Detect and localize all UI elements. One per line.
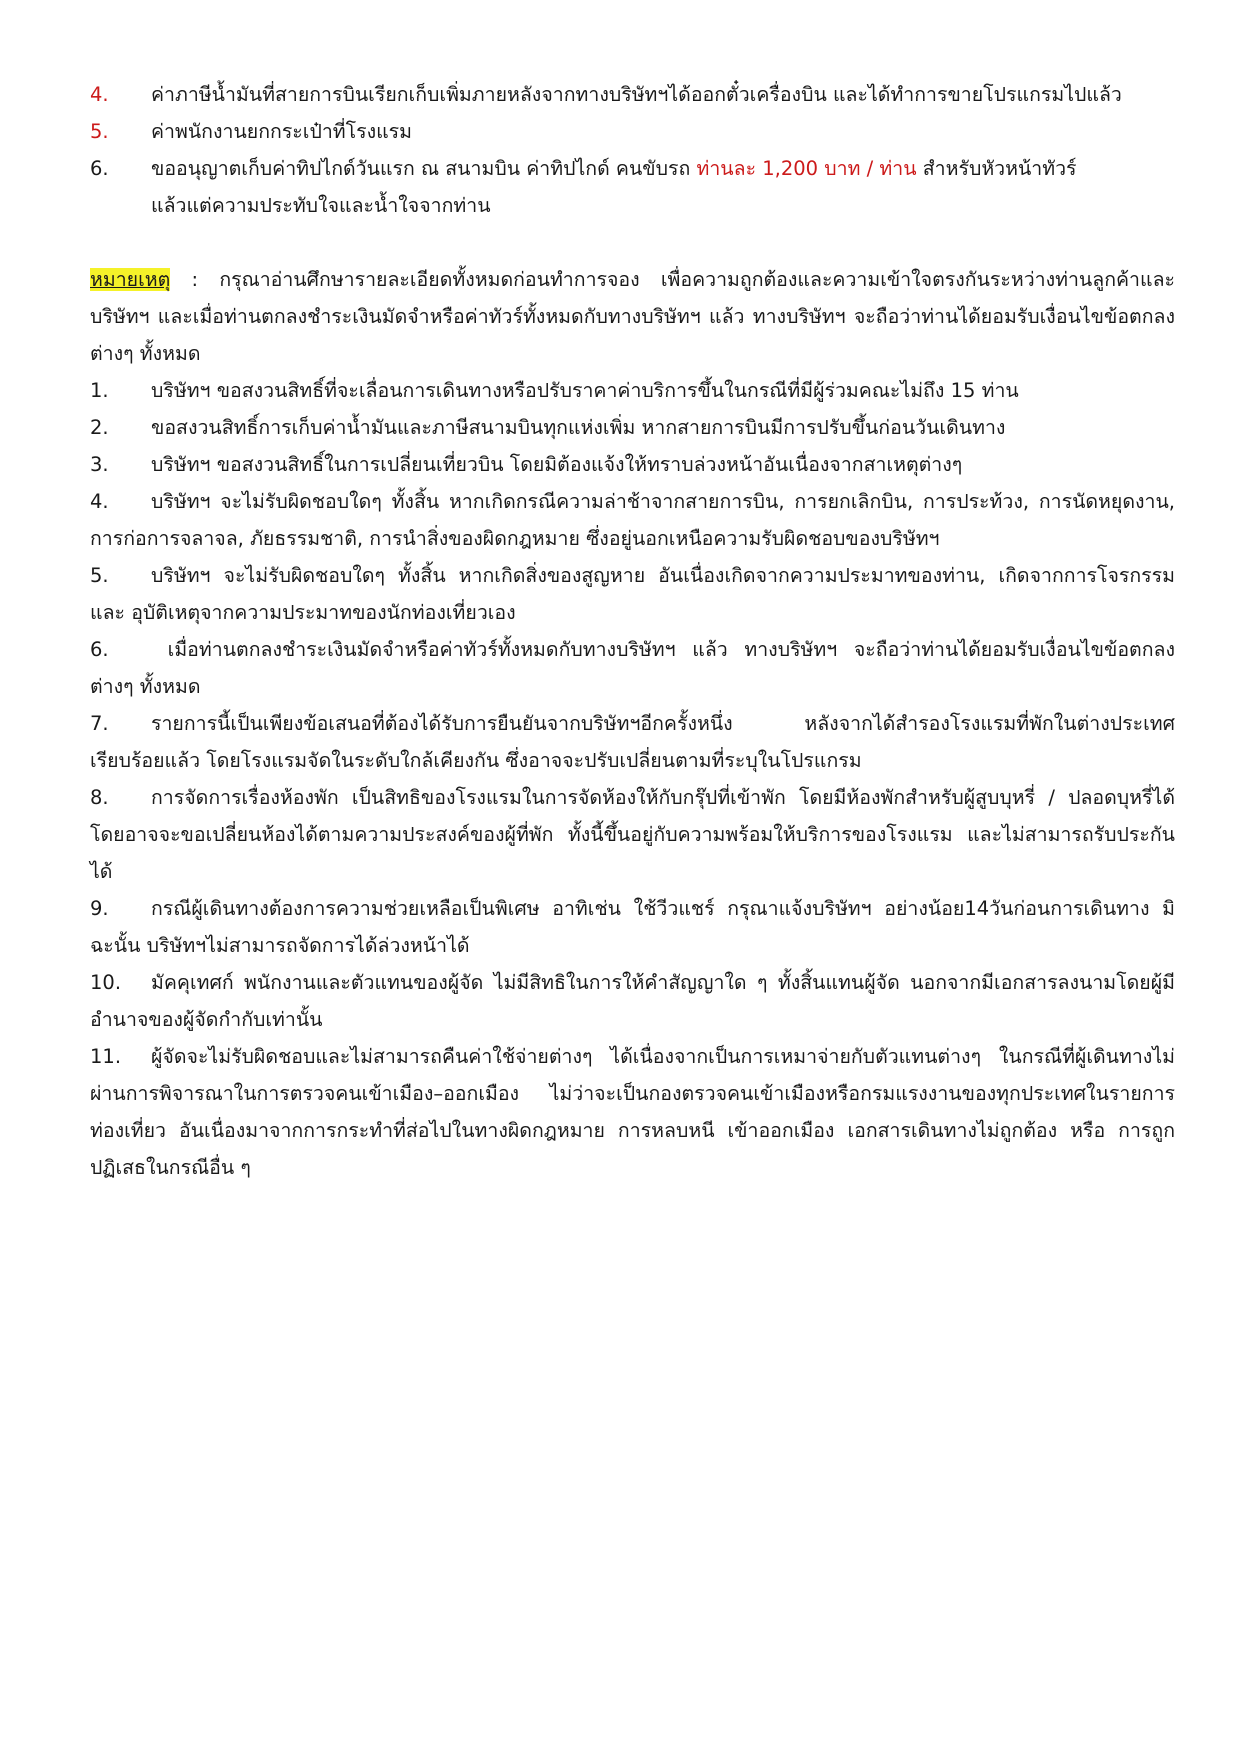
list-item	[90, 705, 1175, 779]
list-item	[90, 150, 1175, 187]
spacer	[90, 224, 1175, 261]
item-number: 4.	[90, 490, 109, 513]
note-label: หมายเหตุ	[90, 268, 171, 291]
item-number: 6.	[90, 638, 109, 661]
item-number: 7.	[90, 712, 109, 735]
list-item	[90, 1038, 1175, 1186]
item-number: 5.	[90, 564, 109, 587]
list-item	[90, 779, 1175, 890]
list-item	[90, 446, 1175, 483]
list-item	[90, 409, 1175, 446]
item-number: 8.	[90, 786, 109, 809]
list-item	[90, 890, 1175, 964]
item-text: ขอสงวนสิทธิ์การเก็บค่าน้ำมันและภาษีสนามบินทุกแห่งเพิ่ม หากสายการบินมีการปรับขึ้นก่อนวันเดินทาง	[151, 416, 1006, 439]
item-number: 5.	[90, 120, 109, 143]
item-number: 2.	[90, 416, 109, 439]
tip-amount: ท่านละ 1,200 บาท / ท่าน	[696, 157, 917, 180]
item-number: 9.	[90, 897, 109, 920]
item-text: ผู้จัดจะไม่รับผิดชอบและไม่สามารถคืนค่าใช้จ่ายต่างๆ ได้เนื่องจากเป็นการเหมาจ่ายกับตัวแทนต่างๆ ในกรณีที่ผู้เดินทางไม่ผ่านการพิจารณาในการตรวจคนเข้าเมือง–ออกเมือง ไม่ว่าจะเป็นกองตรวจคนเข้าเมืองหรือกรมแรงงานของทุกประเทศในรายการท่องเที่ยว อันเนื่องมาจากการกระทำที่ส่อไปในทางผิดกฎหมาย การหลบหนี เข้าออกเมือง เอกสารเดินทางไม่ถูกต้อง หรือ การถูกปฏิเสธในกรณีอื่น ๆ	[90, 1045, 1175, 1179]
list-item	[90, 483, 1175, 557]
list-item	[90, 631, 1175, 705]
document-page	[90, 76, 1175, 1186]
item-number: 3.	[90, 453, 109, 476]
list-item	[90, 964, 1175, 1038]
item-text: บริษัทฯ ขอสงวนสิทธิ์ที่จะเลื่อนการเดินทางหรือปรับราคาค่าบริการขึ้นในกรณีที่มีผู้ร่วมคณะไม่ถึง 15 ท่าน	[151, 379, 1019, 402]
item-text	[151, 150, 1175, 187]
item-text: การจัดการเรื่องห้องพัก เป็นสิทธิของโรงแรมในการจัดห้องให้กับกรุ๊ปที่เข้าพัก โดยมีห้องพักสำหรับผู้สูบบุหรี่ / ปลอดบุหรี่ได้ โดยอาจจะขอเปลี่ยนห้องได้ตามความประสงค์ของผู้ที่พัก ทั้งนี้ขึ้นอยู่กับความพร้อมให้บริการของโรงแรม และไม่สามารถรับประกันได้	[90, 786, 1175, 883]
item-number: 10.	[90, 971, 122, 994]
list-item	[90, 372, 1175, 409]
item-text: บริษัทฯ จะไม่รับผิดชอบใดๆ ทั้งสิ้น หากเกิดสิ่งของสูญหาย อันเนื่องเกิดจากความประมาทของท่าน, เกิดจากการโจรกรรม และ อุบัติเหตุจากความประมาทของนักท่องเที่ยวเอง	[90, 564, 1175, 624]
item-text: บริษัทฯ จะไม่รับผิดชอบใดๆ ทั้งสิ้น หากเกิดกรณีความล่าช้าจากสายการบิน, การยกเลิกบิน, การประท้วง, การนัดหยุดงาน, การก่อการจลาจล, ภัยธรรมชาติ, การนำสิ่งของผิดกฎหมาย ซึ่งอยู่นอกเหนือความรับผิดชอบของบริษัทฯ	[90, 490, 1175, 550]
item-number: 11.	[90, 1045, 122, 1068]
item-text: รายการนี้เป็นเพียงข้อเสนอที่ต้องได้รับการยืนยันจากบริษัทฯอีกครั้งหนึ่ง หลังจากได้สำรองโรงแรมที่พักในต่างประเทศเรียบร้อยแล้ว โดยโรงแรมจัดในระดับใกล้เคียงกัน ซึ่งอาจจะปรับเปลี่ยนตามที่ระบุในโปรแกรม	[90, 712, 1175, 772]
note-text: : กรุณาอ่านศึกษารายละเอียดทั้งหมดก่อนทำการจอง เพื่อความถูกต้องและความเข้าใจตรงกันระหว่างท่านลูกค้าและบริษัทฯ และเมื่อท่านตกลงชำระเงินมัดจำหรือค่าทัวร์ทั้งหมดกับทางบริษัทฯ แล้ว ทางบริษัทฯ จะถือว่าท่านได้ยอมรับเงื่อนไขข้อตกลงต่างๆ ทั้งหมด	[90, 268, 1175, 365]
tip-text-end: สำหรับหัวหน้าทัวร์	[916, 157, 1077, 180]
list-item	[90, 557, 1175, 631]
item-text: เมื่อท่านตกลงชำระเงินมัดจำหรือค่าทัวร์ทั้งหมดกับทางบริษัทฯ แล้ว ทางบริษัทฯ จะถือว่าท่านได้ยอมรับเงื่อนไขข้อตกลงต่างๆ ทั้งหมด	[90, 638, 1175, 698]
item-number: 4.	[90, 83, 109, 106]
item-text: บริษัทฯ ขอสงวนสิทธิ์ในการเปลี่ยนเที่ยวบิน โดยมิต้องแจ้งให้ทราบล่วงหน้าอันเนื่องจากสาเหตุต่างๆ	[151, 453, 963, 476]
list-item	[90, 113, 1175, 150]
item-text: มัคคุเทศก์ พนักงานและตัวแทนของผู้จัด ไม่มีสิทธิในการให้คำสัญญาใด ๆ ทั้งสิ้นแทนผู้จัด นอกจากมีเอกสารลงนามโดยผู้มีอำนาจของผู้จัดกำกับเท่านั้น	[90, 971, 1175, 1031]
item-text: ค่าภาษีน้ำมันที่สายการบินเรียกเก็บเพิ่มภายหลังจากทางบริษัทฯได้ออกตั๋วเครื่องบิน และได้ทำการขายโปรแกรมไปแล้ว	[151, 83, 1122, 106]
item-continuation: แล้วแต่ความประทับใจและน้ำใจจากท่าน	[151, 194, 491, 217]
item-text: ค่าพนักงานยกกระเป๋าที่โรงแรม	[151, 120, 412, 143]
item-number: 1.	[90, 379, 109, 402]
list-item	[90, 76, 1175, 113]
note-paragraph	[90, 261, 1175, 372]
tip-text-start: ขออนุญาตเก็บค่าทิปไกด์วันแรก ณ สนามบิน ค่าทิปไกด์ คนขับรถ	[151, 157, 697, 180]
terms-list	[90, 372, 1175, 1186]
item-text: กรณีผู้เดินทางต้องการความช่วยเหลือเป็นพิเศษ อาทิเช่น ใช้วีวแชร์ กรุณาแจ้งบริษัทฯ อย่างน้อย14วันก่อนการเดินทาง มิฉะนั้น บริษัทฯไม่สามารถจัดการได้ล่วงหน้าได้	[90, 897, 1175, 957]
item-number: 6.	[90, 157, 109, 180]
